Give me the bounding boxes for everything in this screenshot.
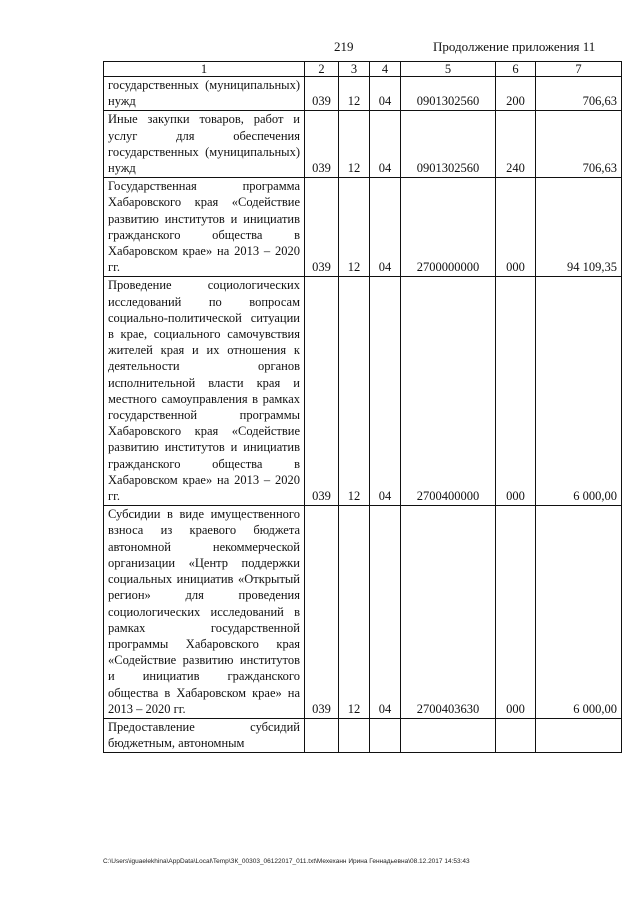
row-description: Субсидии в виде имущественного взноса из краевого бюджета автономной некоммерческой организации «Центр поддержки социальных инициатив «Открытый регион» для проведения социологических исследований в рамках государственной программы Хабаровского края «Содействие развитию институтов и инициатив гражданского общества в Хабаровском крае» на 2013 – 2020 гг.: [104, 506, 305, 719]
row-description: Проведение социологических исследований по вопросам социально-политической ситуации в крае, социального самочувствия жителей края и их отношения к деятельности органов исполнительной власти края и местного самоуправления в рамках государственной программы Хабаровского края «Содействие развитию институтов и инициатив гражданского общества в Хабаровском крае» на 2013 – 2020 гг.: [104, 277, 305, 506]
continuation-title: Продолжение приложения 11: [433, 39, 596, 54]
amount-cell: 706,63: [536, 111, 622, 178]
target-article-cell: 2700403630: [401, 506, 496, 719]
footer-file-path: C:\Users\iguaelekhina\AppData\Local\Temp\ЗК_00303_06122017_011.txt\Мехеханн Ирина Геннадьевна\08.12.2017 14:53:43: [103, 858, 470, 865]
row-description: Иные закупки товаров, работ и услуг для обеспечения государственных (муниципальных) нужд: [104, 111, 305, 178]
admin-code-cell: 039: [305, 277, 339, 506]
target-article-cell: 2700000000: [401, 178, 496, 277]
page-number: 219: [334, 39, 354, 54]
section-cell: 12: [339, 178, 370, 277]
expense-type-cell: 000: [496, 277, 536, 506]
column-header: 4: [370, 62, 401, 77]
section-cell: 12: [339, 77, 370, 111]
admin-code-cell: [305, 718, 339, 752]
table-row: [104, 277, 622, 506]
admin-code-cell: 039: [305, 506, 339, 719]
target-article-cell: 2700400000: [401, 277, 496, 506]
target-article-cell: 0901302560: [401, 77, 496, 111]
target-article-cell: [401, 718, 496, 752]
subsection-cell: 04: [370, 178, 401, 277]
column-header: 1: [104, 62, 305, 77]
column-header: 6: [496, 62, 536, 77]
table-row: [104, 178, 622, 277]
row-description: Государственная программа Хабаровского края «Содействие развитию институтов и инициатив гражданского общества в Хабаровском крае» на 2013 – 2020 гг.: [104, 178, 305, 277]
table-row: [104, 718, 622, 752]
section-cell: 12: [339, 111, 370, 178]
amount-cell: 94 109,35: [536, 178, 622, 277]
amount-cell: 6 000,00: [536, 277, 622, 506]
table-row: [104, 77, 622, 111]
expense-type-cell: 000: [496, 506, 536, 719]
amount-cell: 6 000,00: [536, 506, 622, 719]
section-cell: 12: [339, 277, 370, 506]
section-cell: 12: [339, 506, 370, 719]
expense-type-cell: 240: [496, 111, 536, 178]
section-cell: [339, 718, 370, 752]
admin-code-cell: 039: [305, 111, 339, 178]
row-description: Предоставление субсидий бюджетным, автономным: [104, 718, 305, 752]
table-header-row: [104, 62, 622, 77]
amount-cell: [536, 718, 622, 752]
table-row: [104, 111, 622, 178]
subsection-cell: 04: [370, 277, 401, 506]
column-header: 3: [339, 62, 370, 77]
column-header: 2: [305, 62, 339, 77]
budget-table: [103, 61, 622, 753]
amount-cell: 706,63: [536, 77, 622, 111]
subsection-cell: 04: [370, 77, 401, 111]
subsection-cell: 04: [370, 506, 401, 719]
target-article-cell: 0901302560: [401, 111, 496, 178]
subsection-cell: 04: [370, 111, 401, 178]
expense-type-cell: 200: [496, 77, 536, 111]
expense-type-cell: [496, 718, 536, 752]
subsection-cell: [370, 718, 401, 752]
column-header: 5: [401, 62, 496, 77]
expense-type-cell: 000: [496, 178, 536, 277]
row-description: государственных (муниципальных) нужд: [104, 77, 305, 111]
table-row: [104, 506, 622, 719]
admin-code-cell: 039: [305, 178, 339, 277]
admin-code-cell: 039: [305, 77, 339, 111]
column-header: 7: [536, 62, 622, 77]
